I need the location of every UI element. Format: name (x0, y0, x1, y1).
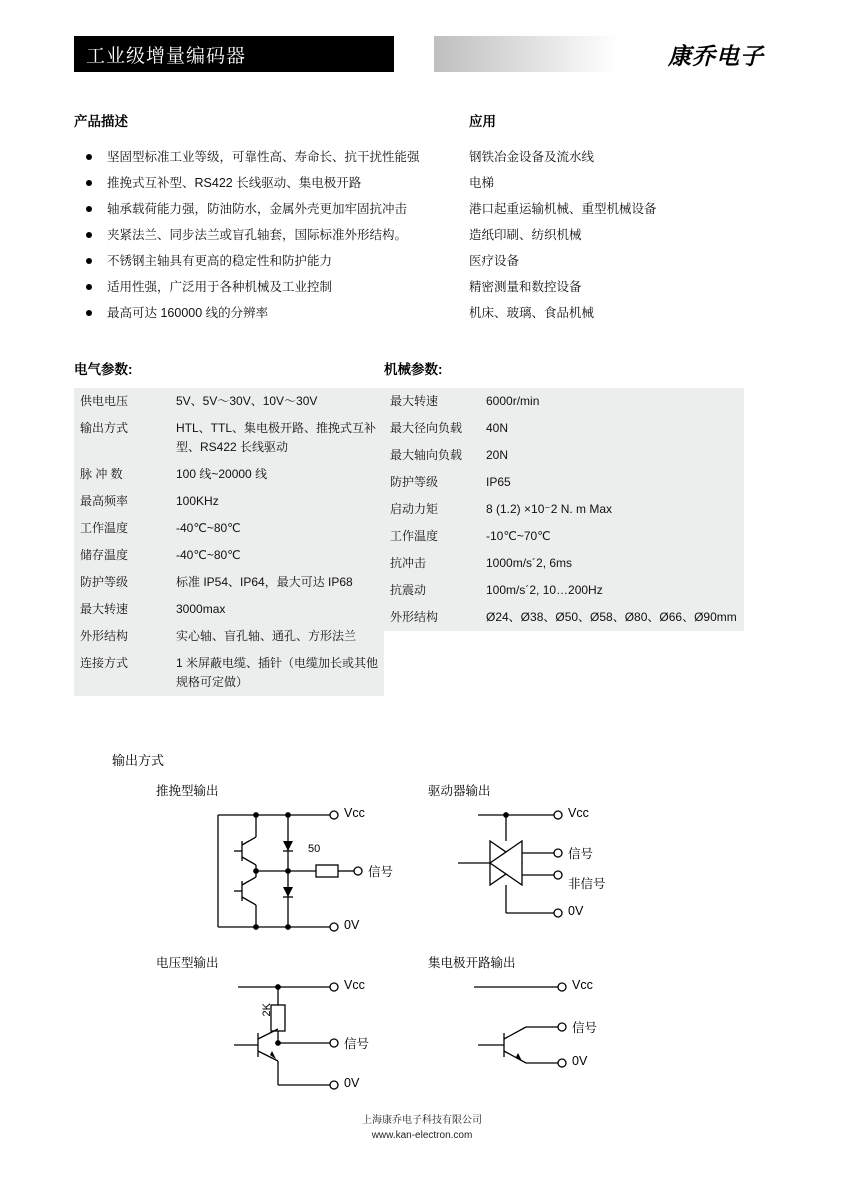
list-item: 机床、玻璃、食品机械 (469, 306, 595, 320)
product-description-title: 产品描述 (74, 114, 128, 129)
list-item: 精密测量和数控设备 (469, 280, 582, 294)
circuit-label-vcc: Vcc (344, 806, 365, 820)
circuit-title-voltage: 电压型输出 (156, 956, 219, 970)
list-item: 造纸印刷、纺织机械 (469, 228, 582, 242)
table-cell-value: 100m/s´2, 10…200Hz (486, 583, 603, 597)
open-collector-circuit-diagram (418, 973, 658, 1103)
table-cell-value: 100KHz (176, 494, 219, 508)
table-cell-key: 供电电压 (80, 394, 129, 408)
header-brand-bar (434, 36, 770, 72)
table-cell-value: -10℃~70℃ (486, 529, 551, 543)
table-cell-key: 防护等级 (80, 575, 129, 589)
table-cell-key: 最高频率 (80, 494, 129, 508)
footer-website: www.kan-electron.com (371, 1130, 473, 1141)
application-column (469, 110, 770, 326)
circuit-label-zero: 0V (344, 1076, 360, 1090)
table-cell-value: -40℃~80℃ (176, 548, 241, 562)
circuit-label-vcc: Vcc (568, 806, 589, 820)
list-item: 夹紧法兰、同步法兰或盲孔轴套，国际标准外形结构。 (74, 222, 469, 248)
mechanical-parameters-table (384, 388, 744, 631)
mechanical-parameters (384, 358, 744, 631)
product-description-column (74, 110, 469, 326)
table-cell-key: 连接方式 (80, 656, 129, 670)
header-gap (394, 36, 434, 72)
list-item: 推挽式互补型、RS422 长线驱动、集电极开路 (74, 170, 469, 196)
table-cell-key: 脉 冲 数 (80, 467, 123, 481)
table-row (74, 542, 384, 569)
table-cell-value: 100 线~20000 线 (176, 467, 268, 481)
table-cell-value: HTL、TTL、集电极开路、推挽式互补型、RS422 长线驱动 (176, 421, 377, 454)
table-row (74, 461, 384, 488)
table-row (74, 650, 384, 696)
list-item: 不锈钢主轴具有更高的稳定性和防护能力 (74, 248, 469, 274)
driver-circuit-diagram (418, 801, 648, 941)
table-row (384, 388, 744, 415)
page-header (74, 36, 770, 72)
list-item: 钢铁冶金设备及流水线 (469, 150, 595, 164)
table-row (74, 596, 384, 623)
table-cell-key: 工作温度 (390, 529, 439, 543)
table-row (384, 550, 744, 577)
output-circuits-section (74, 750, 770, 1105)
table-cell-key: 启动力矩 (390, 502, 439, 516)
table-row (74, 623, 384, 650)
header-title: 工业级增量编码器 (74, 36, 394, 72)
table-cell-value: -40℃~80℃ (176, 521, 241, 535)
circuit-label-signal: 信号 (344, 1037, 370, 1051)
table-cell-key: 抗冲击 (390, 556, 427, 570)
document-page (0, 36, 844, 1181)
circuit-title-open-collector: 集电极开路输出 (428, 956, 516, 970)
product-feature-list (74, 144, 469, 326)
table-cell-value: 20N (486, 448, 509, 462)
electrical-parameters-table (74, 388, 384, 696)
list-item: 适用性强，广泛用于各种机械及工业控制 (74, 274, 469, 300)
table-row (384, 469, 744, 496)
application-title: 应用 (469, 114, 496, 129)
table-cell-key: 最大径向负载 (390, 421, 463, 435)
circuit-label-signal: 信号 (568, 847, 594, 861)
page-footer (0, 1113, 844, 1143)
table-cell-value: 40N (486, 421, 509, 435)
table-cell-value: 实心轴、盲孔轴、通孔、方形法兰 (176, 629, 357, 643)
circuit-label-resistor: 2K (261, 1003, 273, 1017)
table-row (74, 488, 384, 515)
table-cell-key: 最大转速 (390, 394, 439, 408)
mechanical-parameters-title: 机械参数: (384, 362, 443, 377)
footer-company: 上海康乔电子科技有限公司 (362, 1115, 482, 1126)
table-cell-value: Ø24、Ø38、Ø50、Ø58、Ø80、Ø66、Ø90mm (486, 610, 737, 624)
circuit-label-zero: 0V (568, 904, 584, 918)
output-circuits-title: 输出方式 (112, 753, 165, 768)
electrical-parameters (74, 358, 384, 696)
table-cell-value: 1000m/s´2, 6ms (486, 556, 573, 570)
table-row (74, 415, 384, 461)
table-cell-key: 外形结构 (80, 629, 129, 643)
table-cell-value: 1 米屏蔽电缆、插针（电缆加长或其他规格可定做） (176, 656, 379, 689)
table-cell-key: 工作温度 (80, 521, 129, 535)
table-cell-value: 8 (1.2) ×10⁻2 N. m Max (486, 502, 613, 516)
circuit-title-push-pull: 推挽型输出 (156, 784, 219, 798)
table-row (384, 523, 744, 550)
output-circuits-grid (98, 775, 798, 1105)
table-cell-key: 防护等级 (390, 475, 439, 489)
circuit-title-driver: 驱动器输出 (428, 784, 491, 798)
table-cell-value: 3000max (176, 602, 226, 616)
table-row (74, 569, 384, 596)
table-cell-key: 输出方式 (80, 421, 129, 435)
table-row (74, 388, 384, 415)
table-cell-key: 最大转速 (80, 602, 129, 616)
table-row (384, 604, 744, 631)
list-item: 坚固型标准工业等级，可靠性高、寿命长、抗干扰性能强 (74, 144, 469, 170)
list-item: 港口起重运输机械、重型机械设备 (469, 202, 657, 216)
list-item: 最高可达 160000 线的分辨率 (74, 300, 469, 326)
brand-logo-text: 康乔电子 (668, 43, 764, 69)
circuit-label-vcc: Vcc (572, 978, 593, 992)
application-list (469, 144, 770, 326)
table-cell-key: 外形结构 (390, 610, 439, 624)
circuit-label-vcc: Vcc (344, 978, 365, 992)
table-row (384, 496, 744, 523)
circuit-label-zero: 0V (572, 1054, 588, 1068)
table-row (384, 577, 744, 604)
table-cell-key: 最大轴向负载 (390, 448, 463, 462)
table-cell-value: 5V、5V～30V、10V～30V (176, 394, 318, 408)
table-row (384, 415, 744, 442)
circuit-label-resistor: 50 (308, 843, 321, 855)
list-item: 轴承载荷能力强，防油防水，金属外壳更加牢固抗冲击 (74, 196, 469, 222)
table-cell-key: 储存温度 (80, 548, 129, 562)
table-row (74, 515, 384, 542)
circuit-label-signal: 信号 (572, 1021, 598, 1035)
table-cell-value: IP65 (486, 475, 511, 489)
table-cell-value: 6000r/min (486, 394, 540, 408)
table-cell-value: 标准 IP54、IP64，最大可达 IP68 (176, 575, 353, 589)
table-row (384, 442, 744, 469)
table-cell-key: 抗震动 (390, 583, 427, 597)
list-item: 医疗设备 (469, 254, 520, 268)
list-item: 电梯 (469, 176, 495, 190)
circuit-label-signal: 信号 (368, 865, 394, 879)
electrical-parameters-title: 电气参数: (74, 362, 133, 377)
parameters-section (74, 358, 770, 696)
circuit-label-nsignal: 非信号 (568, 877, 606, 891)
intro-section (74, 110, 770, 326)
circuit-label-zero: 0V (344, 918, 360, 932)
